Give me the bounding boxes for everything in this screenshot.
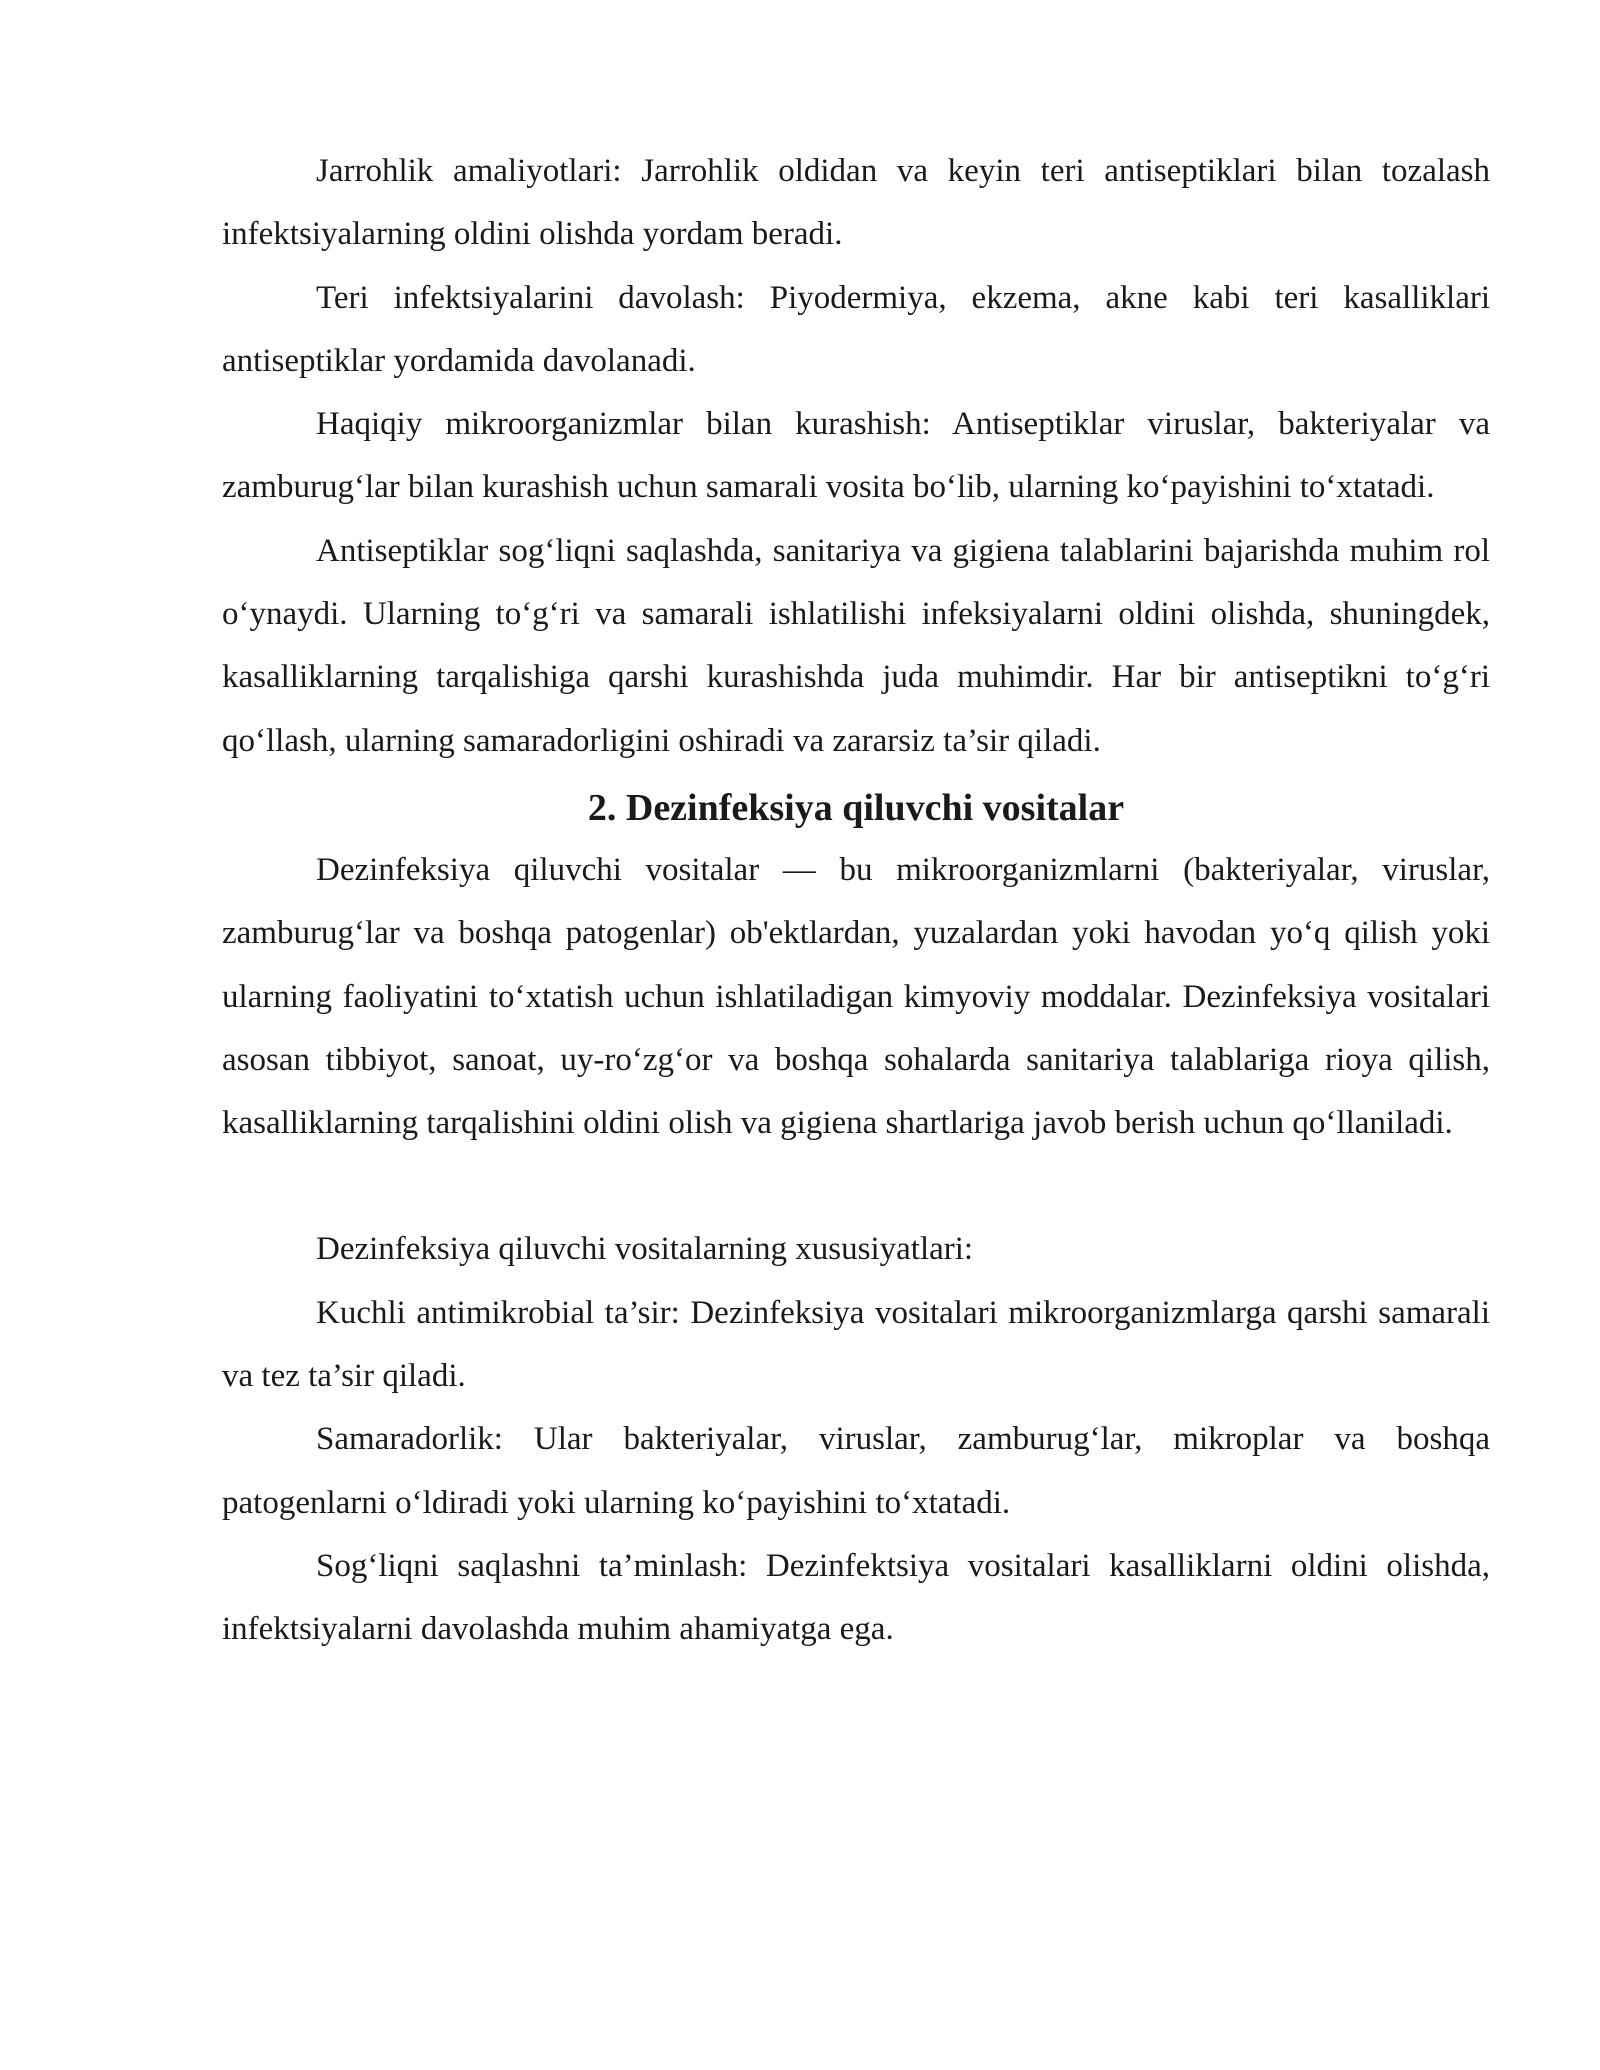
paragraph-skin-infections: Teri infektsiyalarini davolash: Piyodermiya, ekzema, akne kabi teri kasalliklari antiseptiklar yordamida davolanadi. [222, 279, 1490, 379]
paragraph-health-protection: Sog‘liqni saqlashni ta’minlash: Dezinfektsiya vositalari kasalliklarni oldini olishda, infektsiyalarni davolashda muhim ahamiyatga ega. [222, 1547, 1490, 1648]
paragraph-microorganisms: Haqiqiy mikroorganizmlar bilan kurashish: Antiseptiklar viruslar, bakteriyalar va zamburug‘lar bilan kurashish uchun samarali vosita bo‘lib, ularning ko‘payishini to‘xtatadi. [222, 406, 1490, 506]
paragraph-effectiveness: Samaradorlik: Ular bakteriyalar, viruslar, zamburug‘lar, mikroplar va boshqa patogenlarni o‘ldiradi yoki ularning ko‘payishini to‘xtatadi. [222, 1421, 1490, 1521]
section-heading: 2. Dezinfeksiya qiluvchi vositalar [587, 786, 1125, 829]
paragraph-surgery: Jarrohlik amaliyotlari: Jarrohlik oldidan va keyin teri antiseptiklari bilan tozalash infektsiyalarning oldini olishda yordam beradi. [222, 153, 1490, 253]
document-body [222, 140, 1490, 1662]
paragraph-properties-intro: Dezinfeksiya qiluvchi vositalarning xususiyatlari: [316, 1231, 974, 1268]
blank-line [222, 1155, 1490, 1218]
paragraph-antimicrobial-effect: Kuchli antimikrobial ta’sir: Dezinfeksiya vositalari mikroorganizmlarga qarshi samarali va tez ta’sir qiladi. [222, 1294, 1490, 1395]
paragraph-disinfectants-definition: Dezinfeksiya qiluvchi vositalar — bu mikroorganizmlarni (bakteriyalar, viruslar, zamburug‘lar va boshqa patogenlar) ob'ektlardan, yuzalardan yoki havodan yo‘q qilish yoki ularning faoliyatini to‘xtatish uchun ishlatiladigan kimyoviy moddalar. Dezinfeksiya vositalari asosan tibbiyot, sanoat, uy-ro‘zg‘or va boshqa sohalarda sanitariya talablariga rioya qilish, kasalliklarning tarqalishini oldini olish va gigiena shartlariga javob berish uchun qo‘llaniladi. [222, 851, 1490, 1142]
paragraph-antiseptics-summary: Antiseptiklar sog‘liqni saqlashda, sanitariya va gigiena talablarini bajarishda muhim rol o‘ynaydi. Ularning to‘g‘ri va samarali ishlatilishi infeksiyalarni oldini olishda, shuningdek, kasalliklarning tarqalishiga qarshi kurashishda juda muhimdir. Har bir antiseptikni to‘g‘ri qo‘llash, ularning samaradorligini oshiradi va zararsiz ta’sir qiladi. [222, 532, 1490, 759]
